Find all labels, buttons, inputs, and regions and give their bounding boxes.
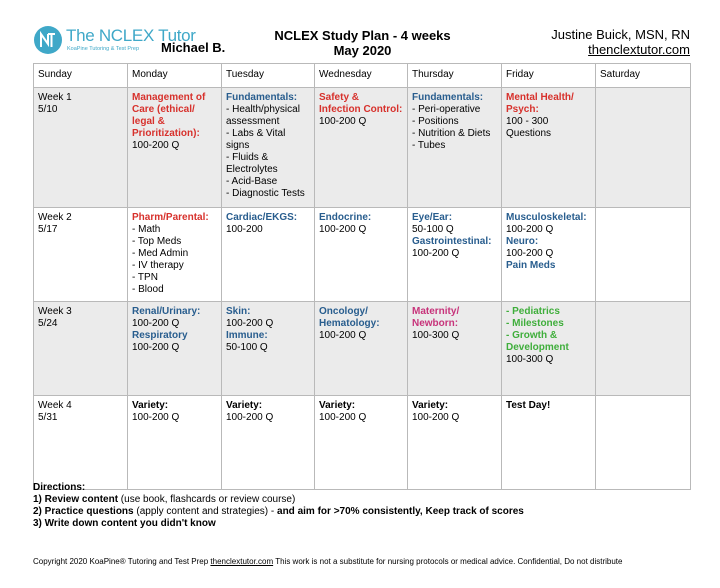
topic-heading: Pain Meds (506, 260, 556, 271)
step-label: 1) Review content (33, 494, 119, 505)
question-count: 100-200 Q (319, 412, 367, 423)
question-count: 100-200 (226, 224, 263, 235)
question-count: 100-200 Q (412, 248, 460, 259)
friday-cell (502, 208, 596, 302)
list-item: - Blood (132, 284, 164, 295)
question-count: 100-200 Q (319, 224, 367, 235)
question-count: 100-200 Q (226, 412, 274, 423)
topic-heading: Variety: (132, 400, 169, 411)
week-label: Week 4 (38, 400, 72, 411)
table-row (34, 302, 691, 396)
week-label: Week 1 (38, 92, 72, 103)
topic-heading: Gastrointestinal: (412, 236, 492, 247)
saturday-cell (596, 88, 691, 208)
day-header: Tuesday (222, 64, 315, 88)
wednesday-cell (315, 88, 408, 208)
monday-cell (128, 88, 222, 208)
list-item: - Pediatrics (506, 306, 560, 317)
wednesday-cell (315, 302, 408, 396)
topic-heading: Cardiac/EKGS: (226, 212, 298, 223)
week-cell (34, 396, 128, 490)
list-item: - Nutrition & Diets (412, 128, 491, 139)
list-item: - Acid-Base (226, 176, 278, 187)
week-date: 5/24 (38, 318, 58, 329)
question-count: 100-200 Q (319, 116, 367, 127)
title-line-1: NCLEX Study Plan - 4 weeks (274, 28, 451, 43)
title-line-2: May 2020 (333, 43, 392, 58)
question-count: 100 - 300 Questions (506, 116, 552, 139)
thursday-cell (408, 208, 502, 302)
day-header: Wednesday (315, 64, 408, 88)
monday-cell (128, 302, 222, 396)
question-count: 100-200 Q (132, 140, 180, 151)
question-count: 100-200 Q (132, 318, 180, 329)
thursday-cell (408, 88, 502, 208)
topic-heading: Safety & Infection Control: (319, 92, 403, 115)
topic-heading: Oncology/ Hematology: (319, 306, 380, 329)
monday-cell (128, 396, 222, 490)
directions (33, 482, 524, 530)
topic-heading: Fundamentals: (226, 92, 298, 103)
author-name: Justine Buick, MSN, RN (551, 27, 690, 42)
wednesday-cell (315, 396, 408, 490)
question-count: 100-300 Q (506, 354, 554, 365)
list-item: - IV therapy (132, 260, 184, 271)
page-title (240, 28, 485, 58)
day-header: Saturday (596, 64, 691, 88)
thursday-cell (408, 396, 502, 490)
directions-heading: Directions: (33, 482, 86, 493)
list-item: - Peri-operative (412, 104, 481, 115)
website-link[interactable]: thenclextutor.com (588, 42, 690, 57)
list-item: - Labs & Vital signs (226, 128, 286, 151)
week-cell (34, 88, 128, 208)
question-count: 100-200 Q (506, 248, 554, 259)
question-count: 100-200 Q (319, 330, 367, 341)
question-count: 100-200 Q (506, 224, 554, 235)
topic-heading: Musculoskeletal: (506, 212, 587, 223)
step-detail: (use book, flashcards or review course) (118, 494, 296, 505)
saturday-cell (596, 396, 691, 490)
week-cell (34, 302, 128, 396)
week-cell (34, 208, 128, 302)
friday-cell (502, 88, 596, 208)
copyright-footer (33, 557, 622, 566)
list-item: - Growth & Development (506, 330, 569, 353)
step-emphasis: and aim for >70% consistently, Keep track of scores (277, 506, 524, 517)
topic-heading: Endocrine: (319, 212, 372, 223)
question-count: 100-200 Q (226, 318, 274, 329)
footer-suffix: This work is not a substitute for nursing protocols or medical advice. Confidential, Do not distribute (273, 557, 623, 566)
list-item: - Health/physical assessment (226, 104, 300, 127)
direction-step-3 (33, 518, 524, 530)
step-detail: (apply content and strategies) - (133, 506, 278, 517)
friday-cell (502, 396, 596, 490)
topic-heading: Mental Health/ Psych: (506, 92, 574, 115)
topic-heading: Eye/Ear: (412, 212, 453, 223)
topic-heading: Skin: (226, 306, 251, 317)
list-item: - Math (132, 224, 161, 235)
logo-brand-name: The NCLEX Tutor (66, 26, 196, 45)
wednesday-cell (315, 208, 408, 302)
question-count: 100-300 Q (412, 330, 460, 341)
week-label: Week 3 (38, 306, 72, 317)
topic-heading: Respiratory (132, 330, 188, 341)
week-date: 5/31 (38, 412, 58, 423)
table-header-row (34, 64, 691, 88)
week-date: 5/10 (38, 104, 58, 115)
tuesday-cell (222, 302, 315, 396)
table-row (34, 88, 691, 208)
logo-tagline: KoaPine Tutoring & Test Prep (67, 46, 140, 52)
question-count: 100-200 Q (412, 412, 460, 423)
list-item: - Fluids & Electrolytes (226, 152, 278, 175)
day-header: Monday (128, 64, 222, 88)
topic-heading: Maternity/ Newborn: (412, 306, 460, 329)
topic-heading: Pharm/Parental: (132, 212, 209, 223)
thursday-cell (408, 302, 502, 396)
tuesday-cell (222, 88, 315, 208)
question-count: 100-200 Q (132, 342, 180, 353)
topic-heading: Immune: (226, 330, 268, 341)
saturday-cell (596, 208, 691, 302)
topic-heading: Renal/Urinary: (132, 306, 201, 317)
list-item: - Med Admin (132, 248, 189, 259)
list-item: - Tubes (412, 140, 446, 151)
list-item: - Top Meds (132, 236, 182, 247)
step-label: 3) Write down content you didn't know (33, 518, 216, 529)
day-header: Sunday (34, 64, 128, 88)
topic-heading: Fundamentals: (412, 92, 484, 103)
tuesday-cell (222, 396, 315, 490)
topic-heading: Variety: (226, 400, 263, 411)
footer-prefix: Copyright 2020 KoaPine® Tutoring and Test Prep (33, 557, 211, 566)
topic-heading: Variety: (319, 400, 356, 411)
list-item: - Milestones (506, 318, 564, 329)
topic-heading: Test Day! (506, 400, 551, 411)
direction-step-2 (33, 506, 524, 518)
saturday-cell (596, 302, 691, 396)
table-row (34, 208, 691, 302)
direction-step-1 (33, 494, 524, 506)
study-plan-table (33, 63, 691, 490)
topic-heading: Variety: (412, 400, 449, 411)
list-item: - Diagnostic Tests (226, 188, 305, 199)
topic-heading: Management of Care (ethical/ legal & Prioritization): (132, 92, 206, 139)
author-block (551, 27, 690, 57)
table-row (34, 396, 691, 490)
question-count: 100-200 Q (132, 412, 180, 423)
day-header: Thursday (408, 64, 502, 88)
student-name: Michael B. (161, 40, 226, 55)
nclex-tutor-logo-icon (33, 25, 63, 55)
step-label: 2) Practice questions (33, 506, 134, 517)
day-header: Friday (502, 64, 596, 88)
tuesday-cell (222, 208, 315, 302)
monday-cell (128, 208, 222, 302)
question-count: 50-100 Q (412, 224, 454, 235)
friday-cell (502, 302, 596, 396)
footer-link[interactable]: thenclextutor.com (210, 557, 274, 566)
list-item: - Positions (412, 116, 459, 127)
question-count: 50-100 Q (226, 342, 268, 353)
topic-heading: Neuro: (506, 236, 539, 247)
list-item: - TPN (132, 272, 158, 283)
week-label: Week 2 (38, 212, 72, 223)
week-date: 5/17 (38, 224, 58, 235)
